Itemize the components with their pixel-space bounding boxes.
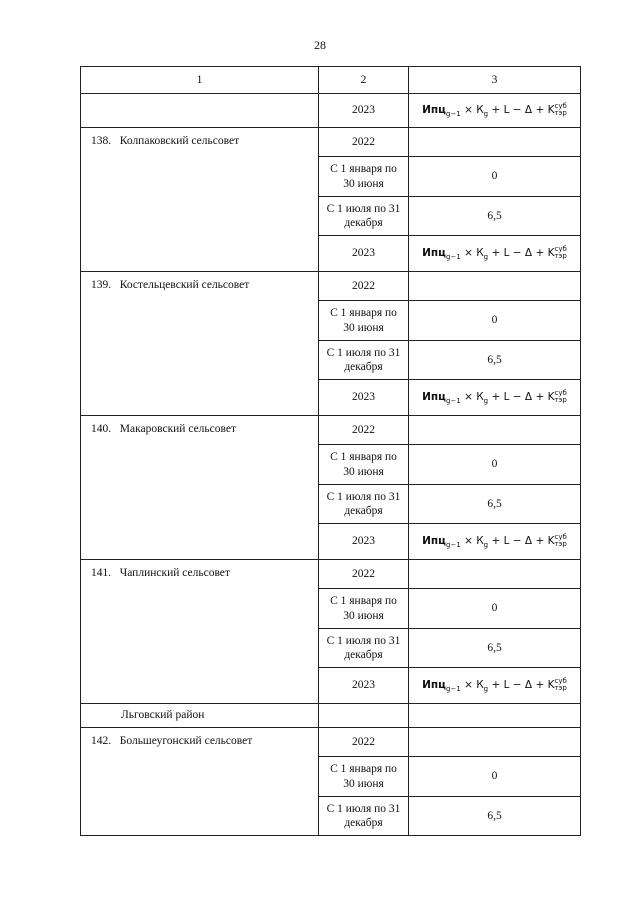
period-cell: 2022 [319,128,409,157]
tariff-formula: $Ипц_{g-1} \times К_g + L - \Delta + K$ суб тэр [422,245,567,261]
header-col-3: 3 [409,67,581,94]
settlement-name: 142. Большеугонский сельсовет [81,728,319,836]
tariff-table [80,66,581,836]
formula-cell [409,236,581,272]
settlement-name [81,94,319,128]
period-cell: 2022 [319,272,409,301]
table-row [81,560,581,589]
period-cell: С 1 июля по 31 декабря [319,197,409,236]
period-cell: С 1 июля по 31 декабря [319,485,409,524]
period-cell: 2023 [319,236,409,272]
region-name: Льговский район [81,704,319,728]
table-row [81,94,581,128]
value-cell: 0 [409,157,581,197]
value-cell [409,560,581,589]
tariff-formula: $Ипц_{g-1} \times К_g + L - \Delta + K$ суб тэр [422,102,567,118]
period-cell: С 1 января по 30 июня [319,589,409,629]
settlement-name: 140. Макаровский сельсовет [81,416,319,560]
tariff-formula: $Ипц_{g-1} \times К_g + L - \Delta + K$ суб тэр [422,533,567,549]
table-row [81,728,581,757]
value-cell: 6,5 [409,341,581,380]
formula-cell [409,524,581,560]
value-cell: 6,5 [409,797,581,836]
period-cell: С 1 января по 30 июня [319,445,409,485]
value-cell [409,728,581,757]
value-cell: 0 [409,445,581,485]
value-cell: 6,5 [409,197,581,236]
period-cell: С 1 июля по 31 декабря [319,341,409,380]
value-cell [409,272,581,301]
period-cell: С 1 января по 30 июня [319,757,409,797]
period-cell: 2022 [319,416,409,445]
table-row [81,704,581,728]
table-body [81,94,581,836]
header-col-1: 1 [81,67,319,94]
settlement-name: 141. Чаплинский сельсовет [81,560,319,704]
settlement-name: 139. Костельцевский сельсовет [81,272,319,416]
period-cell [319,704,409,728]
period-cell: 2022 [319,560,409,589]
period-cell: 2023 [319,524,409,560]
formula-cell [409,380,581,416]
table-row [81,272,581,301]
table-row [81,416,581,445]
page-number: 28 [314,38,326,52]
table-row [81,128,581,157]
value-cell [409,704,581,728]
value-cell [409,128,581,157]
value-cell: 6,5 [409,629,581,668]
period-cell: С 1 января по 30 июня [319,301,409,341]
tariff-formula: $Ипц_{g-1} \times К_g + L - \Delta + K$ суб тэр [422,389,567,405]
period-cell: 2023 [319,668,409,704]
value-cell: 0 [409,589,581,629]
formula-cell [409,668,581,704]
period-cell: С 1 июля по 31 декабря [319,629,409,668]
header-col-2: 2 [319,67,409,94]
settlement-name: 138. Колпаковский сельсовет [81,128,319,272]
period-cell: 2022 [319,728,409,757]
period-cell: 2023 [319,380,409,416]
period-cell: 2023 [319,94,409,128]
value-cell: 0 [409,757,581,797]
value-cell [409,416,581,445]
formula-cell [409,94,581,128]
value-cell: 0 [409,301,581,341]
period-cell: С 1 июля по 31 декабря [319,797,409,836]
tariff-formula: $Ипц_{g-1} \times К_g + L - \Delta + K$ суб тэр [422,677,567,693]
period-cell: С 1 января по 30 июня [319,157,409,197]
value-cell: 6,5 [409,485,581,524]
